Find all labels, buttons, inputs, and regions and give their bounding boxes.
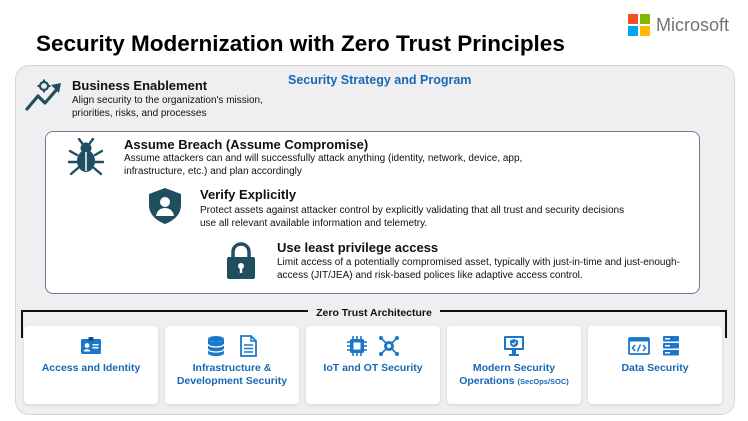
card-label-infrastructure: Infrastructure & Development Security [176, 362, 288, 387]
monitor-shield-icon [502, 335, 526, 357]
card-label-modern-secops [451, 362, 577, 388]
card-label-modern-secops-text: Modern Security Operations [459, 362, 556, 387]
least-privilege-title: Use least privilege access [277, 240, 439, 255]
least-privilege-description: Limit access of a potentially compromised asset, typically with just-in-time and just-enough-access (JIT/JEA) and risk-based polices like adaptive access control. [277, 257, 680, 281]
shield-user-icon [146, 186, 184, 226]
microsoft-wordmark: Microsoft [656, 14, 730, 35]
card-label-iot-ot: IoT and OT Security [323, 362, 423, 374]
gear-network-icon [378, 335, 400, 357]
card-label-data-security: Data Security [621, 362, 689, 374]
card-modern-secops [447, 326, 581, 404]
database-icon [205, 335, 227, 357]
card-infrastructure [165, 326, 299, 404]
assume-breach-description: Assume attackers can and will successfully attack anything (identity, network, device, app, infrastructure, etc.) and plan accordingly [124, 153, 523, 177]
chip-icon [346, 335, 368, 357]
growth-chart-icon [24, 78, 64, 114]
id-badge-icon [80, 335, 102, 357]
document-icon [237, 335, 259, 357]
verify-explicitly-description: Protect assets against attacker control by explicitly validating that all trust and security decisions use all relevant available information and telemetry. [200, 205, 625, 229]
card-sublabel-secops: (SecOps/SOC) [517, 377, 569, 386]
bug-icon [68, 138, 104, 176]
code-window-icon [628, 335, 650, 357]
server-icon [660, 335, 682, 357]
business-enablement-title: Business Enablement [72, 78, 208, 93]
card-data-security [588, 326, 722, 404]
strategy-title: Security Strategy and Program [288, 73, 472, 87]
card-label-access-identity: Access and Identity [41, 362, 141, 374]
assume-breach-title: Assume Breach (Assume Compromise) [124, 137, 369, 152]
microsoft-logo [628, 14, 729, 36]
lock-icon [224, 242, 258, 280]
verify-explicitly-title: Verify Explicitly [200, 187, 297, 202]
business-enablement-description: Align security to the organization's mission, priorities, risks, and processes [72, 95, 263, 119]
architecture-label: Zero Trust Architecture [308, 307, 440, 319]
page-title: Security Modernization with Zero Trust Principles [36, 31, 565, 56]
architecture-label-wrap [0, 303, 748, 321]
card-iot-ot [306, 326, 440, 404]
microsoft-logo-icon [628, 14, 650, 36]
card-access-identity [24, 326, 158, 404]
